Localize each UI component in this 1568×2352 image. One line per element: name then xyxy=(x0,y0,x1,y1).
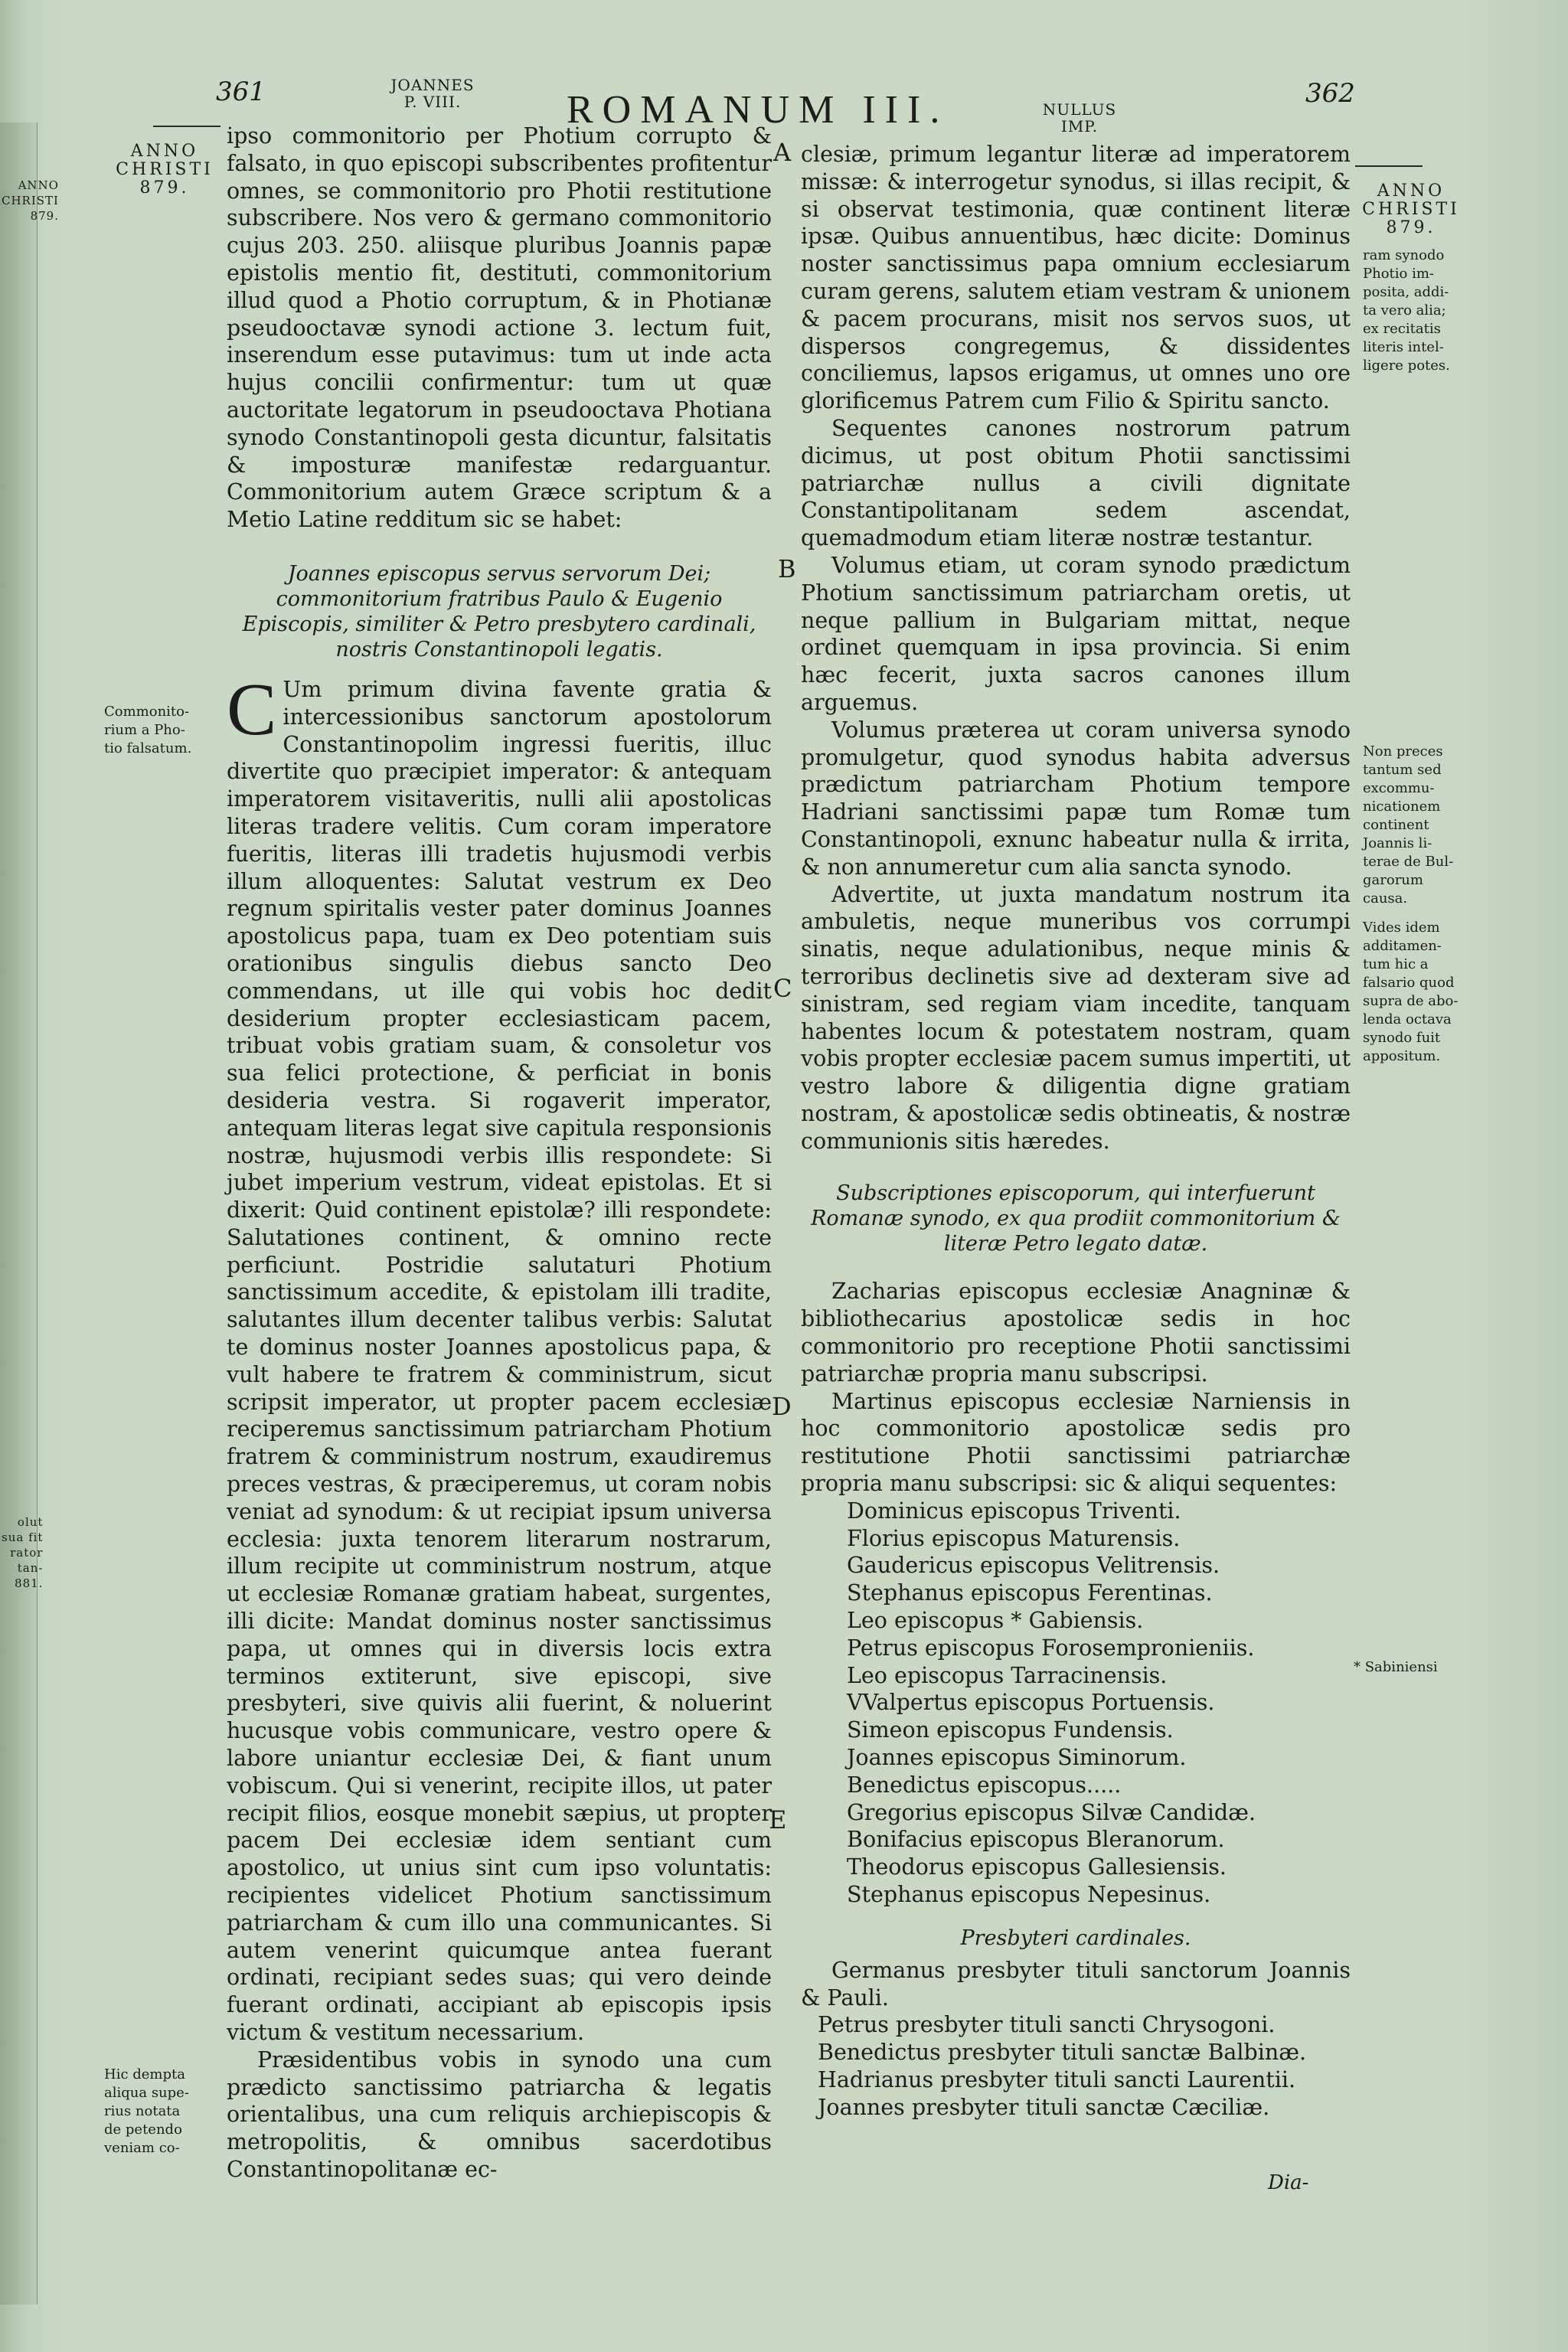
margin-note-non-preces: Non preces tantum sed excommu- nicationem continent Joannis li- terae de Bul- garorum causa. xyxy=(1363,743,1454,906)
list-item: Bonifacius episcopus Bleranorum. xyxy=(847,1827,1225,1853)
list-item: Joannes presbyter tituli sanctæ Cæciliæ. xyxy=(818,2094,1270,2120)
list-item: Benedictus episcopus..... xyxy=(847,1772,1122,1798)
margin-note-commonitorium: Commonito- rium a Pho- tio falsatum. xyxy=(104,704,192,756)
list-item: VValpertus episcopus Portuensis. xyxy=(847,1690,1215,1716)
margin-note-vides-idem: Vides idem additamen- tum hic a falsario quod supra de abo- lenda octava synodo fuit appositum. xyxy=(1363,920,1459,1064)
commonitorium-heading: Joannes episcopus servus servorum Dei; commonitorium fratribus Paulo & Eugenio Episcopis, similiter & Petro presbytero cardinali, nostris Constantinopoli legatis. xyxy=(242,561,756,662)
paragraph: Martinus episcopus ecclesiæ Narniensis in hoc commonitorio apostolicæ sedis pro restitutione Photii sanctissimi patriarchæ propria manu subscripsi: sic & aliqui sequentes: xyxy=(801,1388,1351,1497)
list-item: Gaudericus episcopus Velitrensis. xyxy=(847,1553,1220,1579)
bishops-list xyxy=(801,1498,1351,1909)
margin-note-synodo: ram synodo Photio im- posita, addi- ta vero alia; ex recitatis literis intel- ligere potes. xyxy=(1363,247,1450,374)
section-letter-a: A xyxy=(773,138,792,167)
paragraph: Volumus etiam, ut coram synodo prædictum Photium sanctissimum patriarcham oretis, ut neque pallium in Bulgariam mittat, neque ordinet quemquam in ipsa provincia. Si enim hæc fecerit, juxta sacros canones illum arguemus. xyxy=(801,552,1351,715)
right-page-number: 362 xyxy=(1305,78,1355,109)
presbyters-list xyxy=(801,2011,1351,2121)
paragraph: ipso commonitorio per Photium corrupto & falsato, in quo episcopi subscribentes profitentur omnes, se commonitorio pro Photii restitutione subscribere. Nos vero & germano commonitorio cujus 203. 250. aliisque pluribus Joannis papæ epistolis mentio fit, destituti, commonitorium illud quod a Photio corruptum, & in Photianæ pseudooctavæ synodi actione 3. lectum fuit, inserendum esse putavimus: tum ut inde acta hujus concilii confirmentur: tum ut quæ auctoritate legatorum in pseudooctava Photiana synodo Constantinopoli gesta dicuntur, falsitatis & imposturæ manifestæ redarguantur. Commonitorium autem Græce scriptum & a Metio Latine redditum sic se habet: xyxy=(227,123,772,533)
paragraph: Advertite, ut juxta mandatum nostrum ita ambuletis, neque muneribus vos corrumpi sinatis, neque adulationibus, neque minis & terroribus declinetis sive ad dexteram sive ad sinistram, sed regiam viam incedite, tanquam habentes locum & potestatem nostram, quam vobis propter ecclesiæ pacem sumus impertiti, ut vestro labore & diligentia digne gratiam nostram, & apostolicæ sedis obtineatis, & nostræ communionis sitis hæredes. xyxy=(801,881,1351,1154)
left-year-label: ANNO CHRISTI 879. xyxy=(116,142,214,198)
page-title: ROMANUM III. xyxy=(567,88,949,132)
left-text-column xyxy=(227,122,772,2184)
section-letter-e: E xyxy=(769,1805,787,1834)
section-letter-c: C xyxy=(773,974,792,1003)
catchword: Dia- xyxy=(1268,2171,1309,2194)
list-item: Dominicus episcopus Triventi. xyxy=(847,1498,1181,1524)
list-item: Gregorius episcopus Silvæ Candidæ. xyxy=(847,1799,1256,1825)
paragraph xyxy=(227,668,772,2047)
paragraph: clesiæ, primum legantur literæ ad imperatorem missæ: & interrogetur synodus, si illas recipit, & si observat testimonia, quæ continent literæ ipsæ. Quibus annuentibus, hæc dicite: Dominus noster sanctissimus papa omnium ecclesiarum curam gerens, salutem etiam vestram & unionem & pacem procurans, misit nos servos suos, ut dispersos congregemus, & dissidentes conciliemus, lapsos erigamus, ut omnes uno ore glorificemus Patrem cum Filio & Spiritu sancto. xyxy=(801,142,1351,414)
edge-margin-note: olut sua fit rator tan- 881. xyxy=(2,1515,44,1590)
list-item: Florius episcopus Maturensis. xyxy=(847,1525,1181,1551)
list-item: Petrus episcopus Forosempronieniis. xyxy=(847,1635,1255,1661)
list-item: Leo episcopus * Gabiensis. xyxy=(847,1608,1144,1634)
paragraph: Volumus præterea ut coram universa synodo promulgetur, quod synodus habita adversus prædictum patriarcham Photium tempore Hadriani sanctissimi papæ tum Romæ tum Constantinopoli, exnunc habeatur nulla & irrita, & non annumeretur cum alia sancta synodo. xyxy=(801,717,1351,880)
list-item: Joannes episcopus Siminorum. xyxy=(847,1745,1187,1771)
paragraph: Germanus presbyter tituli sanctorum Joannis & Pauli. xyxy=(801,1957,1351,2011)
presbyters-heading: Presbyteri cardinales. xyxy=(960,1926,1191,1950)
section-letter-d: D xyxy=(772,1392,792,1421)
list-item: Hadrianus presbyter tituli sancti Laurentii. xyxy=(818,2067,1296,2092)
paragraph: Zacharias episcopus ecclesiæ Anagninæ & bibliothecarius apostolicæ sedis in hoc commonitorio pro receptione Photii sanctissimi patriarchæ propria manu subscripsi. xyxy=(801,1279,1351,1387)
list-item: Leo episcopus Tarracinensis. xyxy=(847,1662,1168,1688)
edge-year-label: ANNO CHRISTI 879. xyxy=(2,178,59,223)
list-item: Petrus presbyter tituli sancti Chrysogoni. xyxy=(818,2012,1276,2038)
subscriptions-heading: Subscriptiones episcoporum, qui interfuerunt Romanæ synodo, ex qua prodiit commonitorium & literæ Petro legato datæ. xyxy=(811,1181,1341,1256)
list-item: Stephanus episcopus Ferentinas. xyxy=(847,1580,1213,1606)
margin-note-hic-dempta: Hic dempta aliqua supe- rius notata de petendo veniam co- xyxy=(104,2066,189,2156)
margin-note-sabiniensi: * Sabiniensi xyxy=(1354,1659,1438,1675)
left-header-rule xyxy=(153,126,220,127)
right-header-rule xyxy=(1355,165,1423,167)
list-item: Theodorus episcopus Gallesiensis. xyxy=(847,1854,1227,1880)
previous-page-edge xyxy=(0,122,38,2305)
paragraph: Sequentes canones nostrorum patrum dicimus, ut post obitum Photii sanctissimi patriarchæ nullus a civili dignitate Constantipolitanam sedem ascendat, quemadmodum etiam literæ nostræ testantur. xyxy=(801,415,1351,551)
right-year-label: ANNO CHRISTI 879. xyxy=(1362,181,1460,237)
right-text-column xyxy=(801,141,1351,2122)
drop-cap: C xyxy=(227,668,277,751)
section-letter-b: B xyxy=(778,554,796,583)
right-running-head: NULLUS IMP. xyxy=(1042,100,1117,136)
paragraph: Præsidentibus vobis in synodo una cum prædicto sanctissimo patriarcha & legatis orientalibus, una cum reliquis archiepiscopis & metropolitis, & omnibus sacerdotibus Constantinopolitanæ ec- xyxy=(227,2047,772,2182)
list-item: Stephanus episcopus Nepesinus. xyxy=(847,1882,1211,1908)
left-running-head: JOANNES P. VIII. xyxy=(390,76,475,111)
list-item: Simeon episcopus Fundensis. xyxy=(847,1717,1174,1743)
paragraph-text: Um primum divina favente gratia & intercessionibus sanctorum apostolorum Constantinopolim ingressi fueritis, illuc divertite quo præcipiet imperator: & antequam imperatorem visitaveritis, nulli alii apostolicas literas tradere velitis. Cum coram imperatore fueritis, literas illi tradetis hujusmodi verbis illum alloquentes: Salutat vestrum ex Deo regnum spiritalis vester pater dominus Joannes apostolicus papa, tuam ex Deo potentiam suis orationibus singulis diebus sancto Deo commendans, ut ille qui vobis hoc dedit desiderium propter ecclesiasticam pacem, tribuat vobis gratiam suam, & consoletur vos sua felici protectione, & perficiat in bonis desideria vestra. Si rogaverit imperator, antequam literas legat sive capitula responsionis nostræ, hujusmodi verbis illis respondete: Si jubet imperium vestrum, videat epistolas. Et si dixerit: Quid continent epistolæ? illi respondete: Salutationes continent, & omnino recte perficiunt. Postridie salutaturi Photium sanctissimum accedite, & epistolam illi tradite, salutantes illum decenter talibus verbis: Salutat te dominus noster Joannes apostolicus papa, & vult habere te fratrem & comministrum, sicut scripsit imperator, ut propter pacem ecclesiæ reciperemus sanctissimum patriarcham Photium fratrem & comministrum nostrum, exaudiremus preces vestras, & præciperemus, ut coram nobis veniat ad synodum: & ut recipiat ipsum universa ecclesia: juxta tenorem literarum nostrarum, illum recipite ut comministrum nostrum, atque ut ecclesiæ Romanæ gratiam habeat, surgentes, illi dicite: Mandat dominus noster sanctissimus papa, ut omnes qui in diversis locis extra terminos extiterunt, sive episcopi, sive presbyteri, sive quivis alii fuerint, & noluerint hucusque vobis communicare, vestro opere & labore uniantur ecclesiæ Dei, & fiant unum vobiscum. Qui si venerint, recipite illos, ut pater recipit filios, eosque monebit sæpius, ut propter pacem Dei ecclesiæ idem sentiant cum apostolico, ut unius sint cum ipso voluntatis: recipientes videlicet Photium sanctissimum patriarcham & cum illo una communicantes. Si autem venerint quicumque antea fuerant ordinati, recipiant sedes suas; qui vero deinde fuerant ordinati, accipiant ab episcopis ipsis victum & vestitum necessarium. xyxy=(227,676,772,2045)
left-page-number: 361 xyxy=(216,77,266,107)
list-item: Benedictus presbyter tituli sanctæ Balbinæ. xyxy=(818,2040,1307,2066)
